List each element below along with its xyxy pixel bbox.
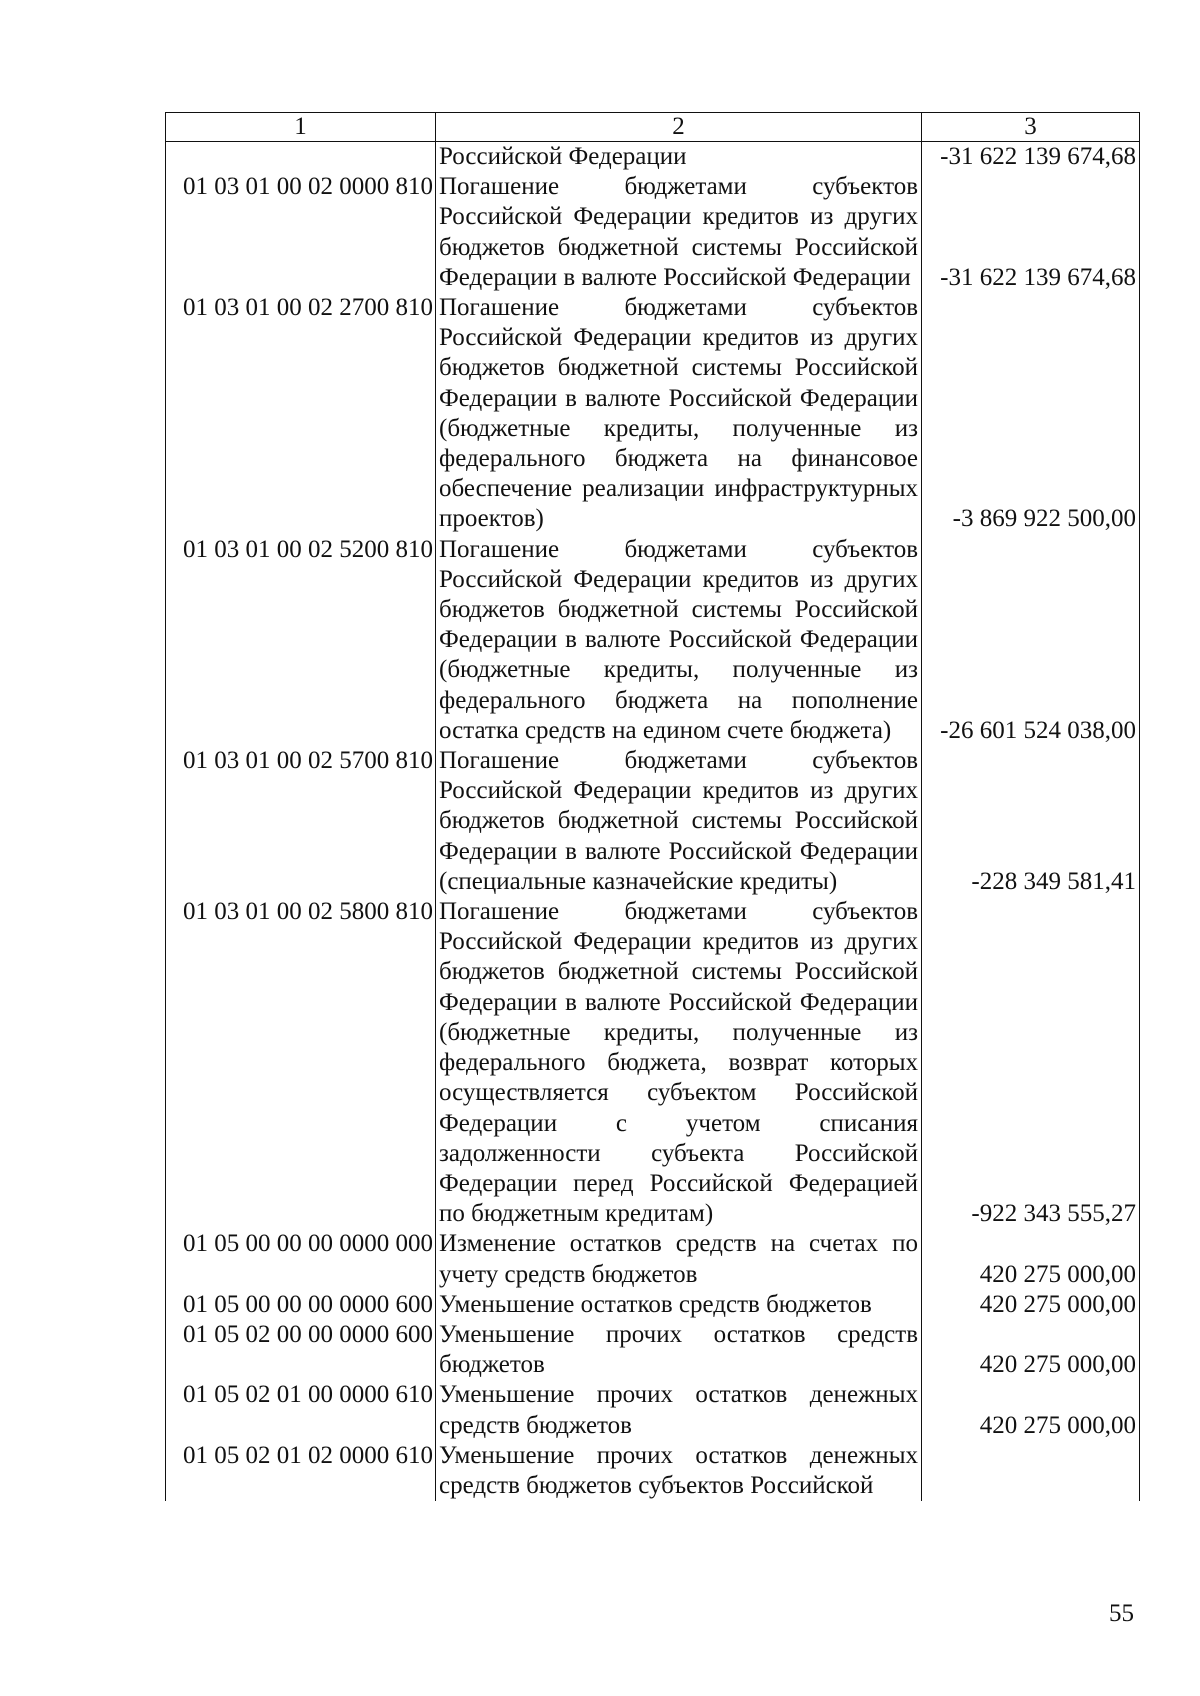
row-amount: -31 622 139 674,68 [922,172,1140,293]
row-code: 01 05 02 00 00 0000 600 [166,1320,436,1380]
row-code [166,142,436,173]
budget-sources-table [165,112,1140,1501]
table-row [166,1380,1140,1440]
row-description: Погашение бюджетами субъектов Российской Федерации кредитов из других бюджетов бюджетной системы Российской Федерации в валюте Российской Федерации (бюджетные кредиты, полученные из федерального бюджета на пополнение остатка средств на едином счете бюджета) [436,535,922,746]
row-amount [922,1441,1140,1501]
row-code: 01 05 00 00 00 0000 000 [166,1229,436,1289]
table-header-row [166,113,1140,142]
row-amount: 420 275 000,00 [922,1380,1140,1440]
row-amount: -228 349 581,41 [922,746,1140,897]
row-code: 01 03 01 00 02 5200 810 [166,535,436,746]
row-description: Погашение бюджетами субъектов Российской Федерации кредитов из других бюджетов бюджетной системы Российской Федерации в валюте Российской Федерации [436,172,922,293]
row-description: Российской Федерации [436,142,922,173]
row-code: 01 05 02 01 02 0000 610 [166,1441,436,1501]
row-description: Уменьшение прочих остатков денежных средств бюджетов [436,1380,922,1440]
table-row [166,1290,1140,1320]
row-amount: -3 869 922 500,00 [922,293,1140,535]
table-row [166,746,1140,897]
table-row [166,172,1140,293]
row-amount: -26 601 524 038,00 [922,535,1140,746]
row-code: 01 05 02 01 00 0000 610 [166,1380,436,1440]
row-amount: -31 622 139 674,68 [922,142,1140,173]
row-code: 01 05 00 00 00 0000 600 [166,1290,436,1320]
row-description: Изменение остатков средств на счетах по учету средств бюджетов [436,1229,922,1289]
row-amount: 420 275 000,00 [922,1290,1140,1320]
page-number: 55 [1109,1600,1134,1627]
table-row [166,293,1140,535]
row-code: 01 03 01 00 02 5700 810 [166,746,436,897]
row-code: 01 03 01 00 02 5800 810 [166,897,436,1229]
table-row [166,1229,1140,1289]
table-row [166,1441,1140,1501]
row-description: Погашение бюджетами субъектов Российской Федерации кредитов из других бюджетов бюджетной системы Российской Федерации в валюте Российской Федерации (бюджетные кредиты, полученные из федерального бюджета на финансовое обеспечение реализации инфраструктурных проектов) [436,293,922,535]
row-amount: 420 275 000,00 [922,1320,1140,1380]
row-description: Погашение бюджетами субъектов Российской Федерации кредитов из других бюджетов бюджетной системы Российской Федерации в валюте Российской Федерации (бюджетные кредиты, полученные из федерального бюджета, возврат которых осуществляется субъектом Российской Федерации с учетом списания задолженности субъекта Российской Федерации перед Российской Федерацией по бюджетным кредитам) [436,897,922,1229]
row-description: Уменьшение прочих остатков средств бюджетов [436,1320,922,1380]
row-amount: -922 343 555,27 [922,897,1140,1229]
column-header-code: 1 [166,113,436,142]
table-row [166,142,1140,173]
row-description: Погашение бюджетами субъектов Российской Федерации кредитов из других бюджетов бюджетной системы Российской Федерации в валюте Российской Федерации (специальные казначейские кредиты) [436,746,922,897]
row-code: 01 03 01 00 02 0000 810 [166,172,436,293]
column-header-amount: 3 [922,113,1140,142]
row-description: Уменьшение прочих остатков денежных средств бюджетов субъектов Российской [436,1441,922,1501]
column-header-description: 2 [436,113,922,142]
row-code: 01 03 01 00 02 2700 810 [166,293,436,535]
row-description: Уменьшение остатков средств бюджетов [436,1290,922,1320]
table-row [166,535,1140,746]
table-row [166,1320,1140,1380]
table-row [166,897,1140,1229]
row-amount: 420 275 000,00 [922,1229,1140,1289]
